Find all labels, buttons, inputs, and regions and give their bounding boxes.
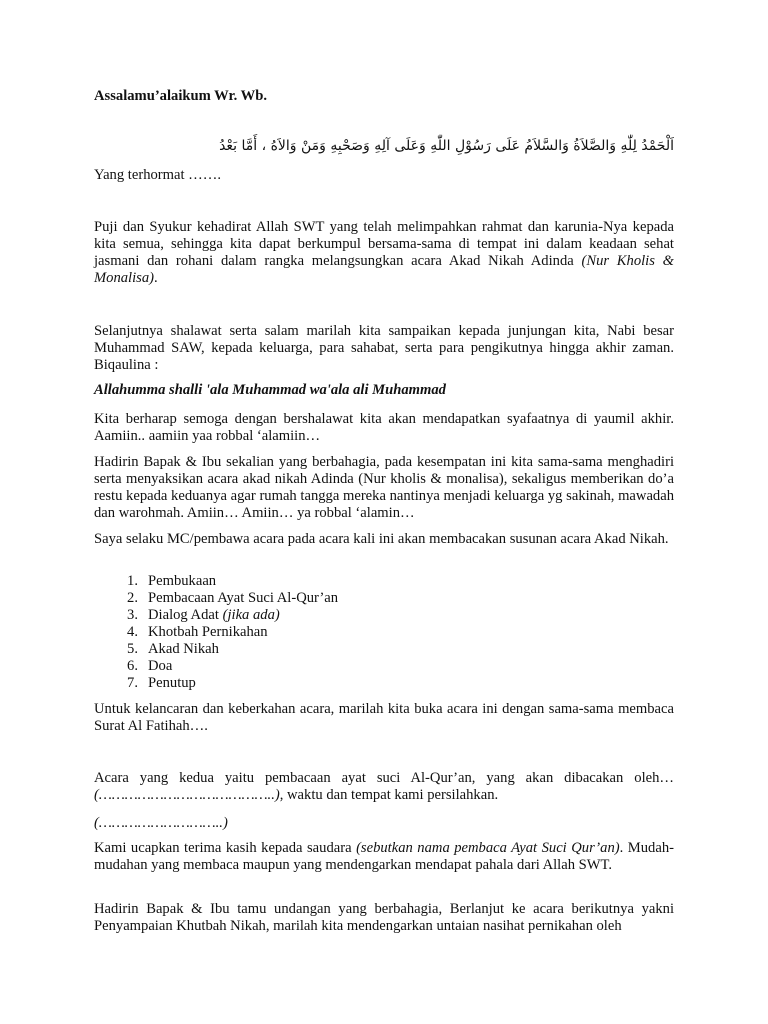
list-item xyxy=(94,607,494,624)
couple-names: (Nur Kholis & Monalisa) xyxy=(94,253,674,286)
list-item-number: 3. xyxy=(127,607,138,623)
list-item xyxy=(94,641,494,658)
opening-paragraph xyxy=(94,219,674,287)
list-item-text: Pembacaan Ayat Suci Al-Qur’an xyxy=(148,590,339,606)
quran-reading-paragraph: Acara yang kedua yaitu pembacaan ayat suci Al-Qur’an, yang akan dibacakan oleh… (…………………………………..), waktu dan tempat kami persilahkan. xyxy=(94,770,674,803)
greeting-heading: Assalamu’alaikum Wr. Wb. xyxy=(94,88,268,104)
attendees-paragraph: Hadirin Bapak & Ibu sekalian yang berbahagia, pada kesempatan ini kita sama-sama menghadiri serta menyaksikan acara akad nikah Adinda (Nur kholis & monalisa), sekaligus memberikan do’a restu kepada keduanya agar rumah tangga mereka nantinya menjadi keluarga yg sakinah, mawadah dan warohmah. Amiin… Amiin… ya robbal ‘alamin… xyxy=(94,454,674,521)
list-item-number: 2. xyxy=(127,590,138,606)
list-item xyxy=(94,658,494,675)
reader-blank-line: (………………………..) xyxy=(94,815,228,831)
list-item-number: 4. xyxy=(127,624,138,640)
list-item-text: Khotbah Pernikahan xyxy=(148,624,268,640)
list-item-text: Penutup xyxy=(148,675,196,691)
khutbah-paragraph: Hadirin Bapak & Ibu tamu undangan yang berbahagia, Berlanjut ke acara berikutnya yakni Penyampaian Khutbah Nikah, marilah kita mendengarkan untaian nasihat pernikahan oleh xyxy=(94,901,674,934)
opening-paragraph-end: . xyxy=(154,270,158,286)
list-item xyxy=(94,675,494,692)
shalawat-line: Allahumma shalli 'ala Muhammad wa'ala ali Muhammad xyxy=(94,382,446,398)
list-item-number: 7. xyxy=(127,675,138,691)
shalawat-intro-paragraph: Selanjutnya shalawat serta salam marilah kita sampaikan kepada junjungan kita, Nabi besar Muhammad SAW, kepada keluarga, para sahabat, serta para pengikutnya hingga akhir zaman. Biqaulina : xyxy=(94,323,674,373)
agenda-list xyxy=(94,573,494,692)
list-item-text: Doa xyxy=(148,658,173,674)
list-item xyxy=(94,590,494,607)
list-item xyxy=(94,624,494,641)
arabic-opening: اَلْحَمْدُ لِلّٰهِ وَالصَّلاَةُ وَالسَّلاَمُ عَلَى رَسُوْلِ اللّٰهِ وَعَلَى آلِهِ وَصَحْبِهِ وَمَنْ وَالاَهُ ، أَمَّا بَعْدُ xyxy=(219,138,674,154)
honorific-line: Yang terhormat ……. xyxy=(94,167,222,183)
syafaat-paragraph: Kita berharap semoga dengan bershalawat kita akan mendapatkan syafaatnya di yaumil akhir. Aamiin.. aamiin yaa robbal ‘alamiin… xyxy=(94,411,674,444)
thanks-paragraph: Kami ucapkan terima kasih kepada saudara (sebutkan nama pembaca Ayat Suci Qur’an). Mudah-mudahan yang membaca maupun yang mendengarkan mendapat pahala dari Allah SWT. xyxy=(94,840,674,873)
reader-name-note: (sebutkan nama pembaca Ayat Suci Qur’an) xyxy=(356,840,620,856)
fatihah-paragraph: Untuk kelancaran dan keberkahan acara, marilah kita buka acara ini dengan sama-sama membaca Surat Al Fatihah…. xyxy=(94,701,674,734)
opening-paragraph-text: Puji dan Syukur kehadirat Allah SWT yang telah melimpahkan rahmat dan karunia-Nya kepada kita semua, sehingga kita dapat berkumpul bersama-sama di tempat ini dalam keadaan sehat jasmani dan rohani dalam rangka melangsungkan acara Akad Nikah Adinda xyxy=(94,219,674,269)
list-item xyxy=(94,573,494,590)
list-item-number: 5. xyxy=(127,641,138,657)
list-item-text: Pembukaan xyxy=(148,573,217,589)
mc-intro-paragraph: Saya selaku MC/pembawa acara pada acara kali ini akan membacakan susunan acara Akad Nikah. xyxy=(94,531,669,547)
reader-placeholder: (…………………………………..) xyxy=(94,787,280,803)
list-item-number: 6. xyxy=(127,658,138,674)
list-item-text: Dialog Adat (jika ada) xyxy=(148,607,280,623)
list-item-text: Akad Nikah xyxy=(148,641,219,657)
list-item-number: 1. xyxy=(127,573,138,589)
